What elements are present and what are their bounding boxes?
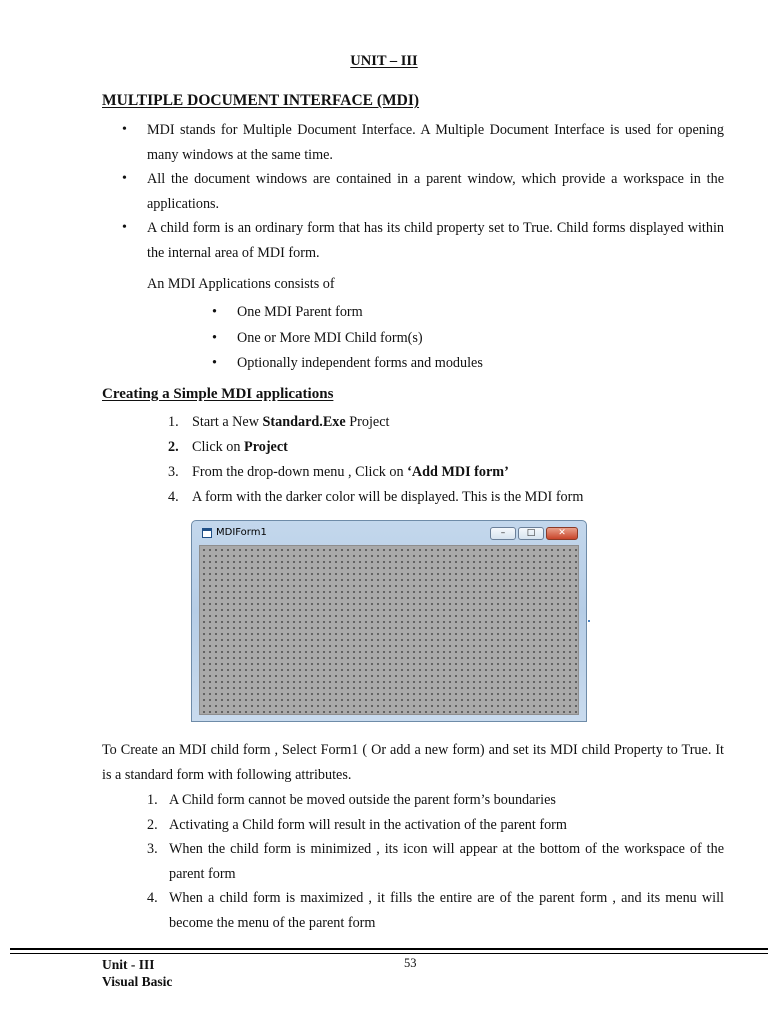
- creating-title: Creating a Simple MDI applications: [102, 386, 334, 402]
- list-item: 3. From the drop-down menu , Click on ‘Add MDI form’: [168, 464, 509, 480]
- maximize-button[interactable]: [518, 527, 544, 540]
- footer-unit: Unit - III: [102, 957, 155, 972]
- list-item: • All the document windows are contained in a parent window, which provide a workspace in the applications.: [120, 167, 724, 216]
- list-item: 1. Start a New Standard.Exe Project: [168, 414, 390, 430]
- page-number: 53: [404, 956, 417, 970]
- mdi-titlebar[interactable]: [192, 521, 586, 545]
- window-controls: [490, 527, 578, 540]
- list-item: 4. When a child form is maximized , it fills the entire are of the parent form , and its menu will become the menu of the parent form: [147, 890, 724, 931]
- footer-rule: [10, 948, 768, 950]
- close-icon: ✕: [558, 528, 566, 538]
- list-item: 1. A Child form cannot be moved outside the parent form’s boundaries: [147, 792, 556, 808]
- footer-subject: Visual Basic: [102, 974, 173, 989]
- mdi-form-window: [191, 520, 587, 722]
- list-item: • MDI stands for Multiple Document Interface. A Multiple Document Interface is used for opening many windows at the same time.: [120, 118, 724, 167]
- footer-rule-thin: [10, 953, 768, 954]
- consists-intro: An MDI Applications consists of: [147, 276, 335, 292]
- list-item: 2. Click on Project: [168, 439, 288, 455]
- stray-mark: [588, 620, 590, 622]
- list-item: • One MDI Parent form: [210, 300, 483, 326]
- list-item: 2. Activating a Child form will result in the activation of the parent form: [147, 816, 567, 833]
- child-form-paragraph: To Create an MDI child form , Select Form1 ( Or add a new form) and set its MDI child Property to True. It is a standard form with following attributes.: [102, 742, 724, 783]
- list-item: • Optionally independent forms and modules: [210, 351, 483, 377]
- list-item: 4. A form with the darker color will be displayed. This is the MDI form: [168, 489, 584, 505]
- maximize-icon: □: [526, 528, 536, 538]
- creating-steps-list: [168, 410, 583, 510]
- list-item: • A child form is an ordinary form that has its child property set to True. Child forms displayed within the internal area of MDI form.: [120, 216, 724, 265]
- minimize-icon: –: [500, 528, 506, 538]
- consists-list: [210, 300, 483, 377]
- unit-title: UNIT – III: [350, 53, 418, 69]
- footer-left: [102, 956, 172, 990]
- minimize-button[interactable]: [490, 527, 516, 540]
- close-button[interactable]: [546, 527, 578, 540]
- child-attributes-list: [147, 788, 724, 935]
- intro-bullet-list: [120, 118, 724, 265]
- list-item: 3. When the child form is minimized , its icon will appear at the bottom of the workspace of the parent form: [147, 841, 724, 882]
- form-icon: [202, 528, 212, 538]
- mdi-client-area[interactable]: [199, 545, 579, 715]
- mdi-window-title: MDIForm1: [216, 527, 267, 538]
- section-title: MULTIPLE DOCUMENT INTERFACE (MDI): [102, 92, 420, 109]
- list-item: • One or More MDI Child form(s): [210, 326, 483, 352]
